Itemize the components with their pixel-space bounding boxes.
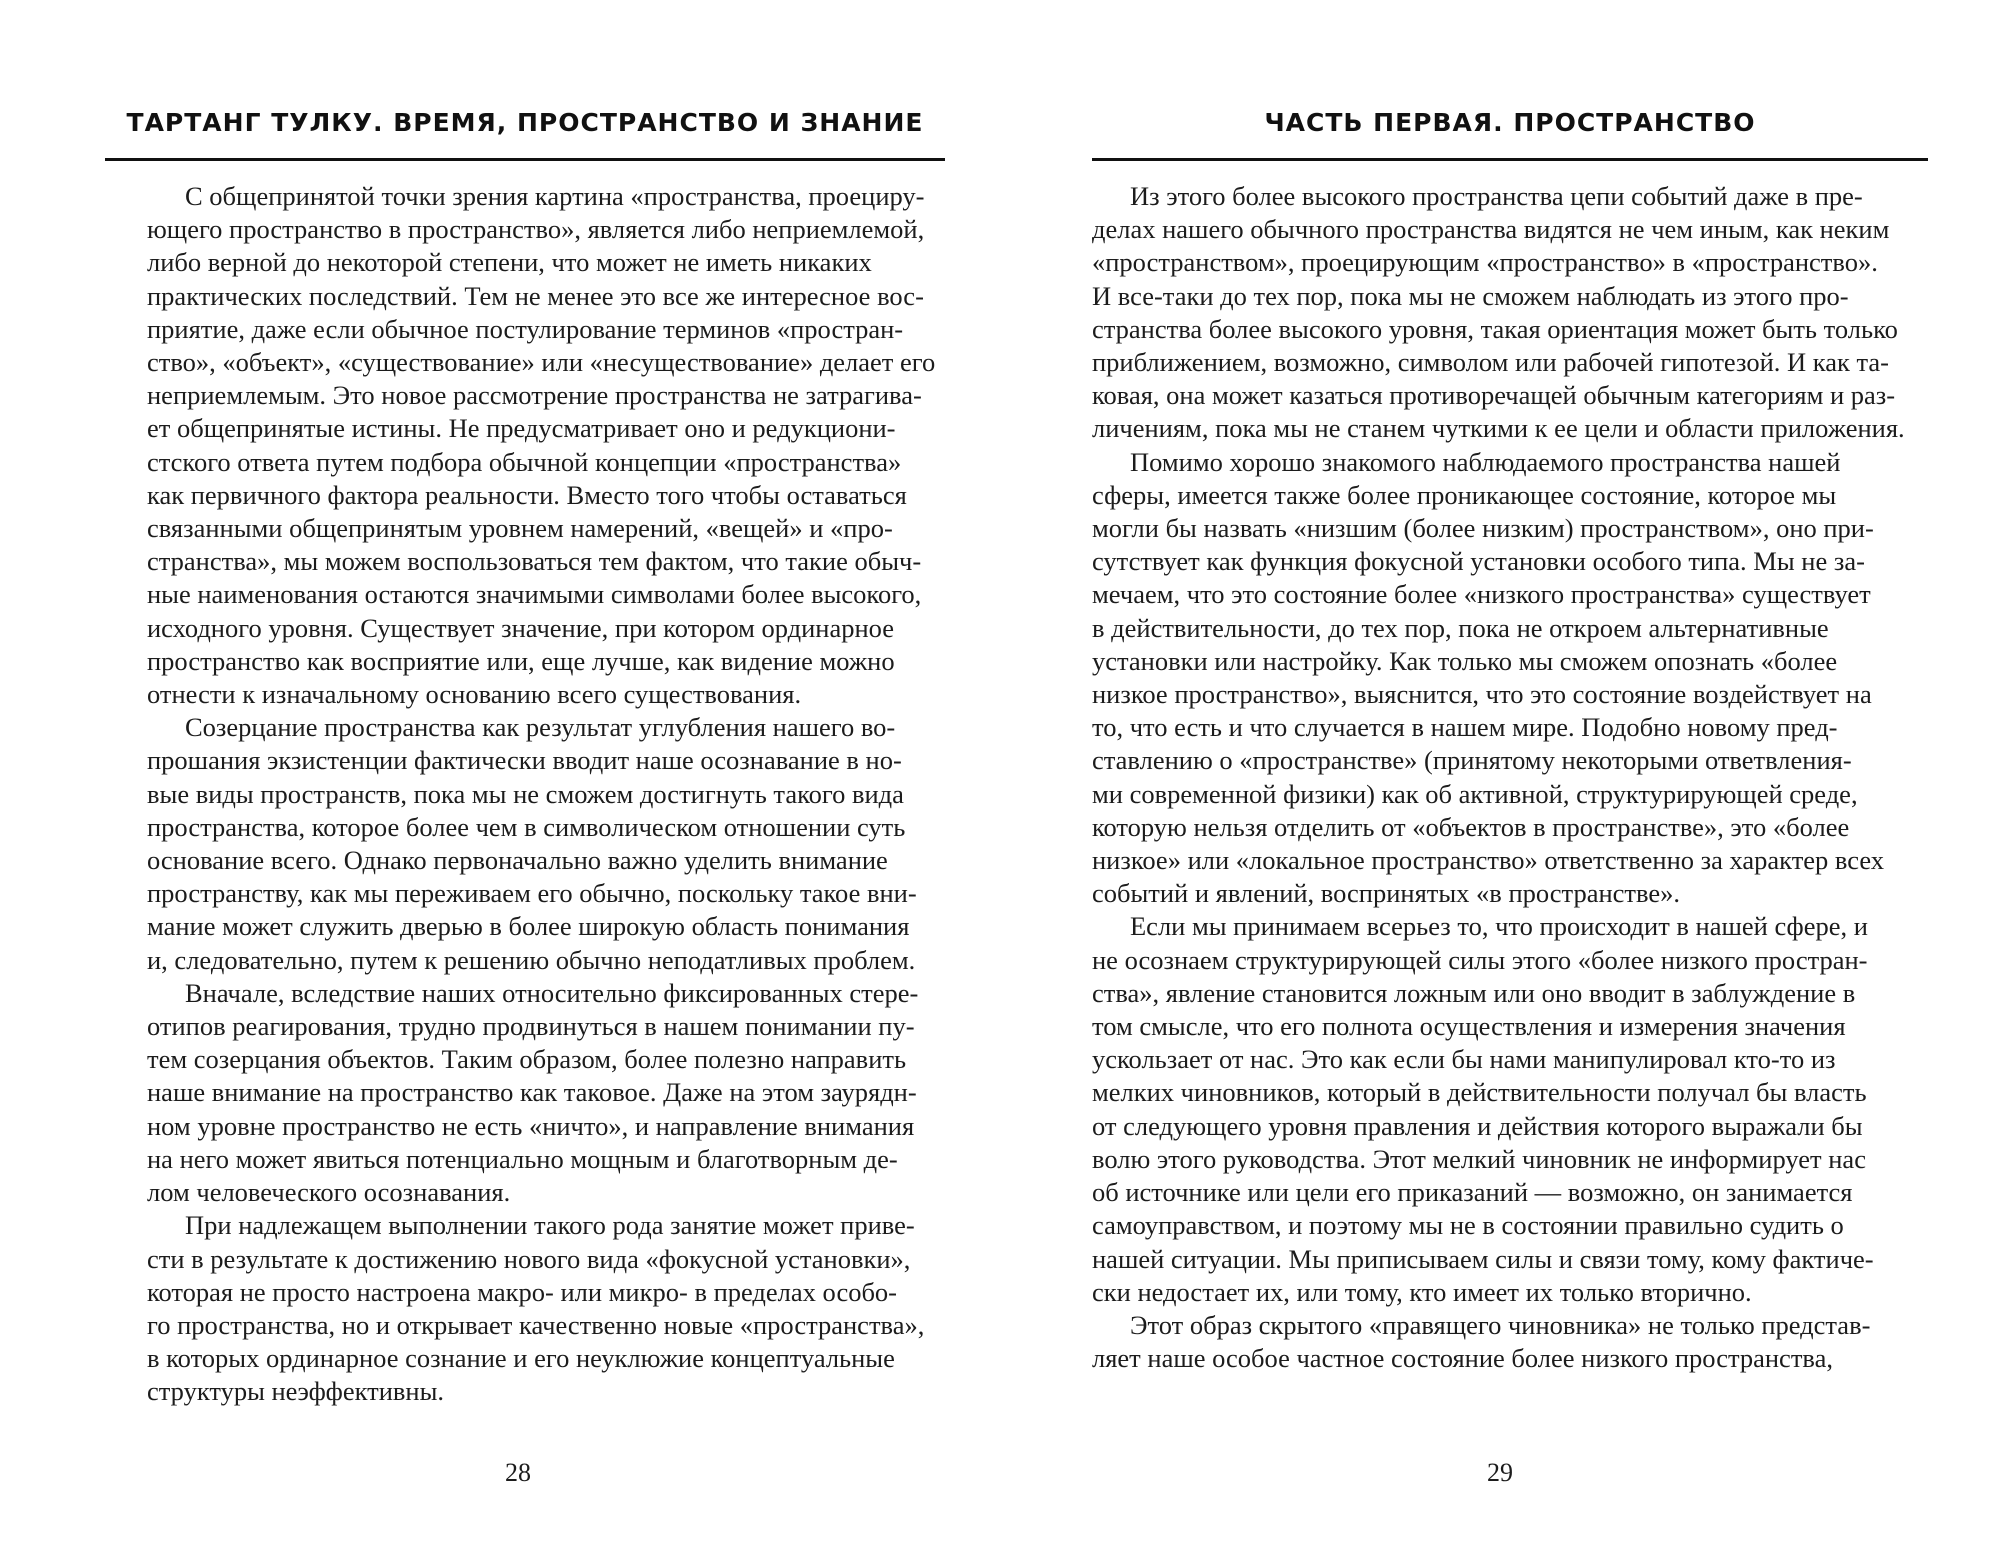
left-running-head: ТАРТАНГ ТУЛКУ. ВРЕМЯ, ПРОСТРАНСТВО И ЗНАНИЕ bbox=[126, 108, 924, 137]
text-line: Созерцание пространства как результат углубления нашего во- bbox=[185, 712, 896, 743]
text-line: не осознаем структурирующей силы этого «более низкого простран- bbox=[1092, 944, 1868, 975]
right-body-text bbox=[1092, 180, 1928, 1375]
right-page-number: 29 bbox=[1487, 1458, 1513, 1487]
text-line: которую нельзя отделить от «объектов в пространстве», это «более bbox=[1092, 811, 1850, 842]
text-line: ство», «объект», «существование» или «несуществование» делает его bbox=[147, 347, 936, 378]
text-line: связанными общепринятым уровнем намерений, «вещей» и «про- bbox=[147, 513, 893, 544]
text-line: делах нашего обычного пространства видятся не чем иным, как неким bbox=[1092, 214, 1890, 245]
text-line: и, следовательно, путем к решению обычно неподатливых проблем. bbox=[147, 944, 916, 975]
text-line: мание может служить дверью в более широкую область понимания bbox=[147, 911, 910, 942]
text-line: от следующего уровня правления и действия которого выражали бы bbox=[1092, 1110, 1863, 1141]
text-line: пространству, как мы переживаем его обычно, поскольку такое вни- bbox=[147, 878, 917, 909]
text-line: ет общепринятые истины. Не предусматривает оно и редукциони- bbox=[147, 413, 896, 444]
right-running-head: ЧАСТЬ ПЕРВАЯ. ПРОСТРАНСТВО bbox=[1264, 108, 1756, 137]
text-line: вые виды пространств, пока мы не сможем достигнуть такого вида bbox=[147, 778, 904, 809]
text-line: Из этого более высокого пространства цепи событий даже в пре- bbox=[1130, 181, 1863, 211]
text-line: самоуправством, и поэтому мы не в состоянии правильно судить о bbox=[1092, 1210, 1844, 1241]
text-line: пространство как восприятие или, еще лучше, как видение можно bbox=[147, 645, 895, 676]
text-line: на него может явиться потенциально мощным и благотворным де- bbox=[147, 1143, 898, 1174]
text-line: практических последствий. Тем не менее это все же интересное вос- bbox=[147, 280, 924, 311]
text-line: отипов реагирования, трудно продвинуться в нашем понимании пу- bbox=[147, 1011, 915, 1042]
left-header-rule bbox=[105, 158, 945, 161]
text-line: низкое пространство», выяснится, что это состояние воздействует на bbox=[1092, 679, 1872, 710]
text-line: мечаем, что это состояние более «низкого пространства» существует bbox=[1092, 579, 1871, 610]
text-line: Помимо хорошо знакомого наблюдаемого пространства нашей bbox=[1130, 446, 1841, 477]
text-line: том смысле, что его полнота осуществления и измерения значения bbox=[1092, 1011, 1846, 1042]
text-line: пространства, которое более чем в символическом отношении суть bbox=[147, 811, 906, 842]
text-line: в действительности, до тех пор, пока не откроем альтернативные bbox=[1092, 612, 1829, 643]
text-line: сферы, имеется также более проникающее состояние, которое мы bbox=[1092, 479, 1837, 510]
text-line: И все-таки до тех пор, пока мы не сможем наблюдать из этого про- bbox=[1092, 280, 1849, 311]
text-line: Если мы принимаем всерьез то, что происходит в нашей сфере, и bbox=[1130, 911, 1868, 942]
text-line: прошания экзистенции фактически вводит наше осознавание в но- bbox=[147, 745, 902, 776]
text-line: неприемлемым. Это новое рассмотрение пространства не затрагива- bbox=[147, 380, 922, 411]
left-body-text bbox=[147, 180, 944, 1409]
text-line: ковая, она может казаться противоречащей обычным категориям и раз- bbox=[1092, 380, 1896, 411]
text-line: нашей ситуации. Мы приписываем силы и связи тому, кому фактиче- bbox=[1092, 1243, 1874, 1274]
text-line: «пространством», проецирующим «пространство» в «пространство». bbox=[1092, 247, 1878, 278]
text-line: ющего пространство в пространство», является либо неприемлемой, bbox=[147, 214, 925, 245]
text-line: об источнике или цели его приказаний — возможно, он занимается bbox=[1092, 1177, 1853, 1208]
text-line: При надлежащем выполнении такого рода занятие может приве- bbox=[185, 1210, 915, 1241]
text-line: ми современной физики) как об активной, структурирующей среде, bbox=[1092, 778, 1858, 809]
text-line: установки или настройку. Как только мы сможем опознать «более bbox=[1092, 645, 1838, 676]
text-line: ски недостает их, или тому, кто имеет их только вторично. bbox=[1092, 1276, 1752, 1307]
left-page-number: 28 bbox=[505, 1458, 531, 1487]
text-line: либо верной до некоторой степени, что может не иметь никаких bbox=[147, 247, 872, 278]
text-line: волю этого руководства. Этот мелкий чиновник не информирует нас bbox=[1092, 1143, 1866, 1174]
text-line: в которых ординарное сознание и его неуклюжие концептуальные bbox=[147, 1343, 895, 1374]
text-line: го пространства, но и открывает качественно новые «пространства», bbox=[147, 1309, 925, 1340]
text-line: приятие, даже если обычное постулирование терминов «простран- bbox=[147, 313, 904, 344]
right-page bbox=[1000, 0, 2000, 1566]
text-line: Вначале, вследствие наших относительно фиксированных стере- bbox=[185, 977, 919, 1008]
text-line: ставлению о «пространстве» (принятому некоторыми ответвления- bbox=[1092, 745, 1852, 776]
text-line: наше внимание на пространство как таковое. Даже на этом заурядн- bbox=[147, 1077, 917, 1108]
text-line: основание всего. Однако первоначально важно уделить внимание bbox=[147, 845, 888, 876]
text-line: лом человеческого осознавания. bbox=[147, 1177, 511, 1208]
text-line: ускользает от нас. Это как если бы нами манипулировал кто-то из bbox=[1092, 1044, 1836, 1075]
text-line: мелких чиновников, который в действительности получал бы власть bbox=[1092, 1077, 1867, 1108]
text-line: то, что есть и что случается в нашем мире. Подобно новому пред- bbox=[1092, 712, 1838, 743]
text-line: ном уровне пространство не есть «ничто», и направление внимания bbox=[147, 1110, 915, 1141]
text-line: приближением, возможно, символом или рабочей гипотезой. И как та- bbox=[1092, 347, 1889, 378]
text-line: отнести к изначальному основанию всего существования. bbox=[147, 679, 802, 710]
text-line: могли бы назвать «низшим (более низким) пространством», оно при- bbox=[1092, 513, 1874, 544]
text-line: как первичного фактора реальности. Вместо того чтобы оставаться bbox=[147, 479, 907, 510]
text-line: странства», мы можем воспользоваться тем фактом, что такие обыч- bbox=[147, 546, 922, 577]
text-line: исходного уровня. Существует значение, при котором ординарное bbox=[147, 612, 894, 643]
text-line: сутствует как функция фокусной установки особого типа. Мы не за- bbox=[1092, 546, 1865, 577]
text-line: низкое» или «локальное пространство» ответственно за характер всех bbox=[1092, 845, 1885, 876]
text-line: ные наименования остаются значимыми символами более высокого, bbox=[147, 579, 922, 610]
text-line: структуры неэффективны. bbox=[147, 1376, 445, 1407]
text-line: сти в результате к достижению нового вида «фокусной установки», bbox=[147, 1243, 911, 1274]
text-line: Этот образ скрытого «правящего чиновника» не только представ- bbox=[1130, 1309, 1871, 1340]
text-line: С общепринятой точки зрения картина «пространства, проециру- bbox=[185, 181, 925, 211]
text-line: стского ответа путем подбора обычной концепции «пространства» bbox=[147, 446, 902, 477]
text-line: которая не просто настроена макро- или микро- в пределах особо- bbox=[147, 1276, 898, 1307]
text-line: ляет наше особое частное состояние более низкого пространства, bbox=[1092, 1343, 1833, 1374]
text-line: событий и явлений, воспринятых «в пространстве». bbox=[1092, 878, 1680, 909]
text-line: странства более высокого уровня, такая ориентация может быть только bbox=[1092, 313, 1898, 344]
text-line: личениям, пока мы не станем чуткими к ее цели и области приложения. bbox=[1092, 413, 1905, 444]
right-header-rule bbox=[1092, 158, 1928, 161]
text-line: ства», явление становится ложным или оно вводит в заблуждение в bbox=[1092, 977, 1856, 1008]
text-line: тем созерцания объектов. Таким образом, более полезно направить bbox=[147, 1044, 907, 1075]
